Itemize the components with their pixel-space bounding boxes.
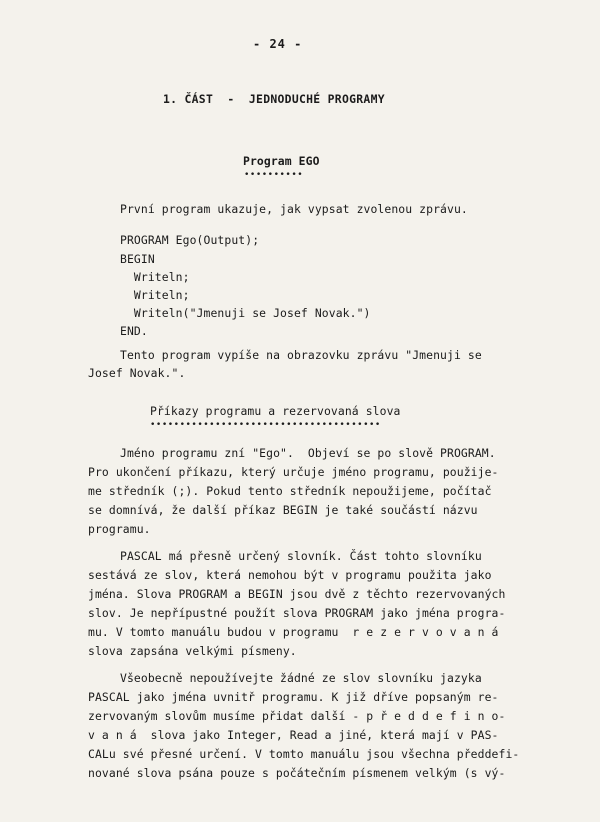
code-line: Writeln; — [120, 270, 190, 284]
code-line: BEGIN — [120, 252, 155, 266]
paragraph-line: Všeobecně nepoužívejte žádné ze slov slovníku jazyka — [120, 671, 482, 685]
section-title-underline-dots: •••••••••• — [244, 170, 304, 180]
paragraph-line: v a n á slova jako Integer, Read a jiné, která mají v PAS- — [88, 728, 499, 742]
paragraph-line: slova zapsána velkými písmeny. — [88, 644, 297, 658]
paragraph-line: nované slova psána pouze s počátečním písmenem velkým (s vý- — [88, 766, 506, 780]
chapter-title: 1. ČÁST - JEDNODUCHÉ PROGRAMY — [163, 92, 385, 106]
paragraph-line: PASCAL jako jména uvnitř programu. K již dříve popsaným re- — [88, 690, 499, 704]
code-line: PROGRAM Ego(Output); — [120, 233, 260, 247]
paragraph-line: Josef Novak.". — [88, 366, 186, 380]
page-number: - 24 - — [253, 37, 303, 51]
section-title-program-ego: Program EGO — [243, 154, 320, 168]
code-line: END. — [120, 324, 148, 338]
code-line: Writeln("Jmenuji se Josef Novak.") — [120, 306, 371, 320]
paragraph-line: se domnívá, že další příkaz BEGIN je také součástí názvu — [88, 503, 478, 517]
paragraph-line: PASCAL má přesně určený slovník. Část tohto slovníku — [120, 549, 482, 563]
paragraph-line: CALu své přesné určení. V tomto manuálu jsou všechna předdefi- — [88, 747, 520, 761]
paragraph-line: Pro ukončení příkazu, který určuje jméno programu, použije- — [88, 465, 499, 479]
paragraph-line: jména. Slova PROGRAM a BEGIN jsou dvě z těchto rezervovaných — [88, 587, 506, 601]
paragraph-line: Tento program vypíše na obrazovku zprávu "Jmenuji se — [120, 348, 482, 362]
section-title-reserved-words: Příkazy programu a rezervovaná slova — [150, 404, 401, 418]
code-line: Writeln; — [120, 288, 190, 302]
section-title-underline-dots: ••••••••••••••••••••••••••••••••••••••• — [150, 420, 381, 430]
paragraph-line: mu. V tomto manuálu budou v programu r e z e r v o v a n á — [88, 625, 499, 639]
intro-sentence: První program ukazuje, jak vypsat zvolenou zprávu. — [120, 202, 468, 216]
paragraph-line: me středník (;). Pokud tento středník nepoužijeme, počítač — [88, 484, 492, 498]
paragraph-line: zervovaným slovům musíme přidat další - p ř e d d e f i n o- — [88, 709, 506, 723]
paragraph-line: slov. Je nepřípustné použít slova PROGRAM jako jména progra- — [88, 606, 506, 620]
paragraph-line: programu. — [88, 522, 151, 536]
paragraph-line: sestává ze slov, která nemohou být v programu použita jako — [88, 568, 492, 582]
paragraph-line: Jméno programu zní "Ego". Objeví se po slově PROGRAM. — [120, 446, 496, 460]
